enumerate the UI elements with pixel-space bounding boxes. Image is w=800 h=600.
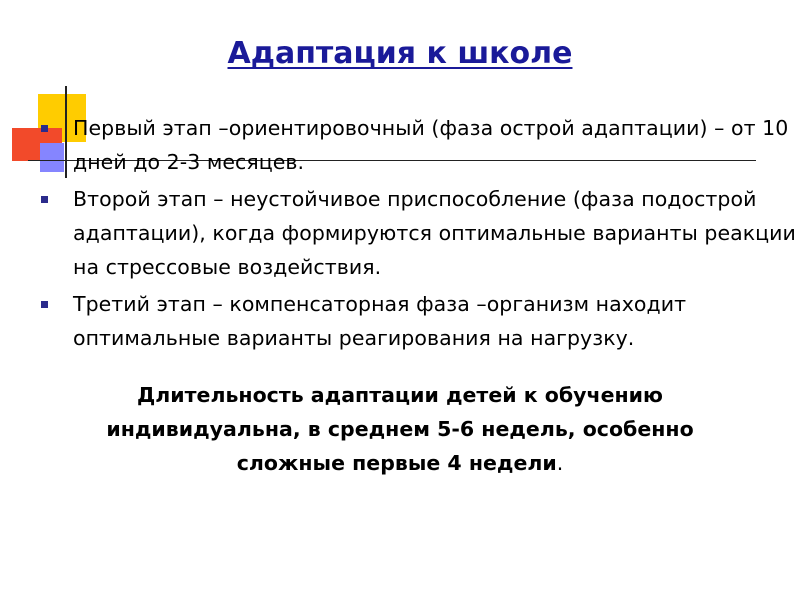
conclusion-text: Длительность адаптации детей к обучению индивидуальна, в среднем 5-6 недель, особенно сложные первые 4 недели [106, 383, 694, 475]
bullet-item-stage-3 [40, 287, 800, 355]
bullet-text: Первый этап –ориентировочный (фаза острой адаптации) – от 10 дней до 2-3 месяцев. [73, 116, 789, 174]
square-bullet-icon [41, 125, 48, 132]
bullet-item-stage-1 [40, 111, 800, 179]
slide-title: Адаптация к школе [227, 36, 573, 71]
bullet-list [40, 111, 800, 358]
conclusion-paragraph [60, 378, 740, 480]
square-bullet-icon [41, 196, 48, 203]
bullet-text: Третий этап – компенсаторная фаза –организм находит оптимальные варианты реагирования на нагрузку. [73, 292, 687, 350]
conclusion-period: . [556, 451, 564, 475]
square-bullet-icon [41, 301, 48, 308]
bullet-text: Второй этап – неустойчивое приспособление (фаза подострой адаптации), когда формируются оптимальные варианты реакции на стрессовые воздействия. [73, 187, 796, 279]
bullet-item-stage-2 [40, 182, 800, 284]
